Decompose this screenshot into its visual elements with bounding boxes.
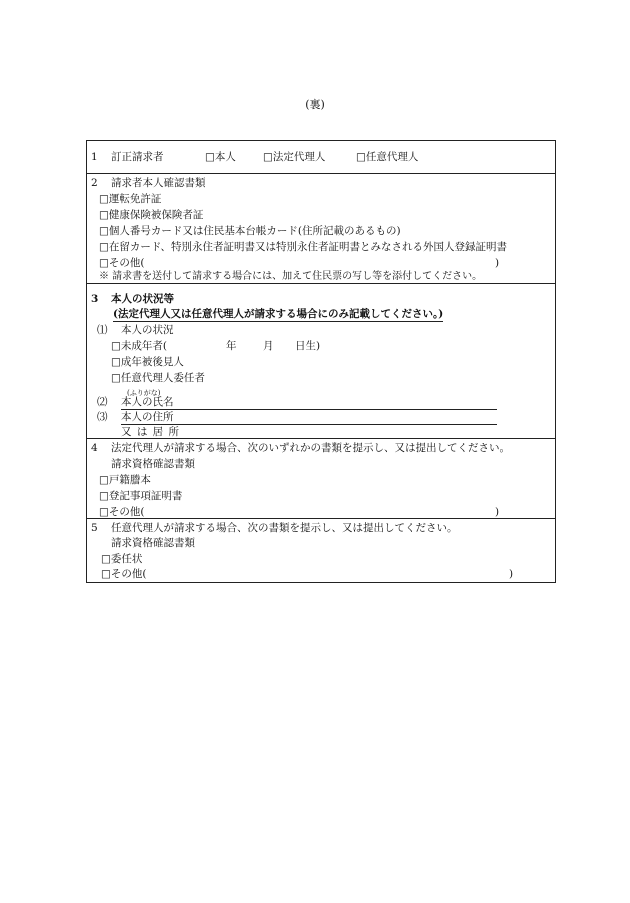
section-number: 5: [91, 522, 98, 534]
section-voluntary-agent-documents: [87, 518, 555, 582]
section-number: 4: [91, 442, 98, 454]
principal-status-title: 本人の状況等: [111, 293, 174, 305]
section-legal-agent-documents: [87, 438, 555, 518]
requester-option-legal-agent[interactable]: □法定代理人: [263, 151, 326, 163]
name-entry-line[interactable]: [121, 409, 497, 410]
id-option-residence-card[interactable]: □在留カード、特別永住者証明書又は特別永住者証明書とみなされる外国人登録証明書: [99, 241, 507, 253]
minor-birth-label: 日生): [295, 340, 321, 352]
identity-documents-title: 請求者本人確認書類: [111, 177, 206, 189]
minor-month-label: 月: [263, 340, 274, 352]
legal-option-registry-certificate[interactable]: □登記事項証明書: [99, 490, 183, 502]
section-principal-status: [87, 283, 555, 438]
section-number: 3: [91, 293, 99, 305]
q1-number: ⑴: [97, 324, 108, 336]
legal-option-family-register[interactable]: □戸籍謄本: [99, 474, 151, 486]
voluntary-option-power-of-attorney[interactable]: □委任状: [101, 553, 143, 565]
requester-option-self[interactable]: □本人: [205, 151, 236, 163]
q2-label: 本人の氏名: [121, 396, 174, 408]
q2-number: ⑵: [97, 396, 108, 408]
id-option-health-insurance[interactable]: □健康保険被保険者証: [99, 209, 204, 221]
q3-number: ⑶: [97, 411, 108, 423]
q3-label: 本人の住所: [121, 411, 174, 423]
section-identity-documents: [87, 173, 555, 283]
q1-label: 本人の状況: [121, 324, 174, 336]
status-option-minor[interactable]: □未成年者(: [111, 340, 168, 352]
minor-year-label: 年: [226, 340, 237, 352]
id-option-drivers-license[interactable]: □運転免許証: [99, 193, 162, 205]
qualification-documents-title: 請求資格確認書類: [111, 458, 195, 470]
disclosure-correction-form: [86, 140, 556, 583]
qualification-documents-title: 請求資格確認書類: [111, 537, 195, 549]
status-option-principal[interactable]: □任意代理人委任者: [111, 372, 205, 384]
section-number: 1: [91, 151, 98, 163]
other-close-paren: ): [509, 568, 514, 580]
legal-agent-lead: 法定代理人が請求する場合、次のいずれかの書類を提示し、又は提出してください。: [111, 442, 510, 454]
q3-label-residence: 又 は 居 所: [121, 426, 181, 438]
page-side-label: (裏): [305, 98, 325, 111]
section-requester: [87, 141, 555, 173]
other-close-paren: ): [495, 506, 500, 518]
section-number: 2: [91, 177, 98, 189]
legal-option-other[interactable]: □その他(: [99, 506, 145, 518]
requester-label: 訂正請求者: [111, 151, 164, 163]
id-option-my-number-card[interactable]: □個人番号カード又は住民基本台帳カード(住所記載のあるもの): [99, 225, 401, 237]
other-close-paren: ): [495, 257, 500, 269]
status-option-adult-ward[interactable]: □成年被後見人: [111, 356, 184, 368]
principal-status-subtitle: (法定代理人又は任意代理人が請求する場合にのみ記載してください。): [113, 308, 444, 320]
furigana-label: (ふりがな): [127, 389, 161, 397]
voluntary-agent-lead: 任意代理人が請求する場合、次の書類を提示し、又は提出してください。: [111, 522, 458, 534]
voluntary-option-other[interactable]: □その他(: [101, 568, 147, 580]
mail-note: ※ 請求書を送付して請求する場合には、加えて住民票の写し等を添付してください。: [99, 271, 483, 282]
id-option-other[interactable]: □その他(: [99, 257, 145, 269]
requester-option-voluntary-agent[interactable]: □任意代理人: [356, 151, 419, 163]
